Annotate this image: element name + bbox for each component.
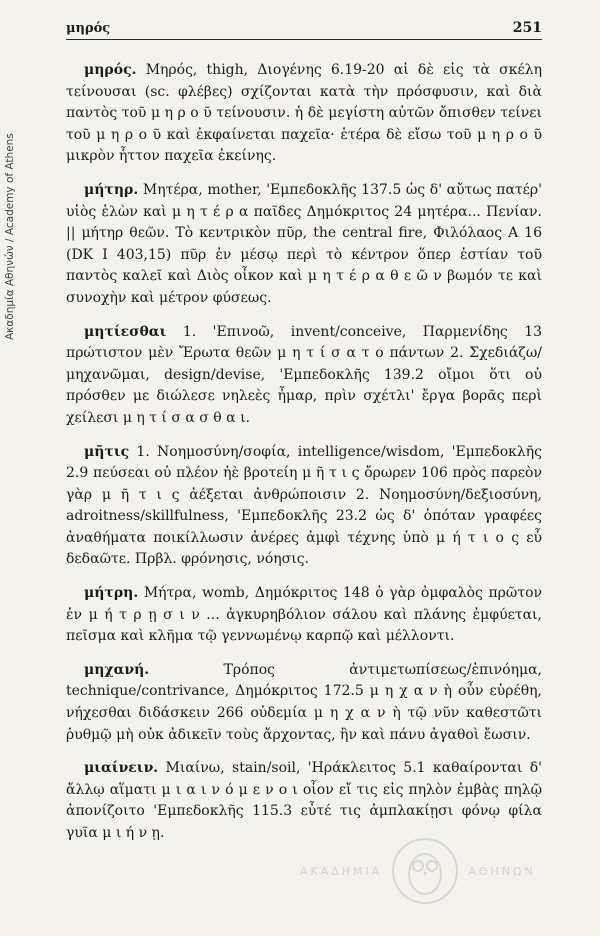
entry	[66, 180, 542, 310]
entry-headword: μῆτις	[84, 443, 130, 460]
entry-body: Μιαίνω, stain/soil, 'Ηράκλειτος 5.1 καθαίρονται δ' ἄλλῳ αἵματι μ ι α ι ν ό μ ε ν ο ι οἷον εἴ τις εἰς πηλὸν ἐμβὰς πηλῷ ἀπονίζοιτο 'Εμπεδοκλῆς 115.3 εὖτέ τις ἀμπλακίῃσι φόνῳ φίλα γυῖα μ ι ή ν ῃ.	[66, 760, 542, 841]
archive-side-label	[4, 40, 20, 340]
entry	[66, 758, 542, 844]
entry	[66, 583, 542, 648]
entry-headword: μιαίνειν.	[84, 760, 159, 777]
entry-headword: μητίεσθαι	[84, 323, 167, 340]
entry-body: Μητέρα, mother, 'Εμπεδοκλῆς 137.5 ὡς δ' αὔτως πατέρ' υἱὸς ἑλὼν καὶ μ η τ έ ρ α παῖδες Δημόκριτος 24 μητέρα... Πενίαν. || μήτηρ θεῶν. Τὸ κεντρικὸν πῦρ, the central fire, Φιλόλαος Α 16 (DK I 403,15) πῦρ ἐν μέσῳ περὶ τὸ κέντρον ὅπερ ἑστίαν τοῦ παντὸς καλεῖ καὶ Διὸς οἶκον καὶ μ η τ έ ρ α θ ε ῶ ν βωμόν τε καὶ συνοχὴν καὶ μέτρον φύσεως.	[66, 181, 543, 306]
entry-body: Μηρός, thigh, Διογένης 6.19-20 αἱ δὲ εἰς τὰ σκέλη τείνουσαι (sc. φλέβες) σχίζονται κατὰ τὴν πρόσφυσιν, καὶ διὰ παντὸς τοῦ μ η ρ ο ῦ τείνουσιν. ἡ δὲ μεγίστη αὐτῶν ὄπισθεν τείνει τοῦ μ η ρ ο ῦ καὶ ἐκφαίνεται παχεῖα· ἑτέρα δὲ εἴσω τοῦ μ η ρ ο ῦ μικρὸν ἧττον παχεῖα ἐκείνης.	[66, 62, 543, 165]
page-header	[66, 16, 542, 40]
owl-emblem-icon	[390, 836, 460, 906]
running-head: μηρός	[66, 21, 111, 36]
entry	[66, 660, 542, 746]
entry	[66, 60, 542, 168]
dictionary-entries	[66, 60, 542, 857]
entry-body: 1. 'Επινοῶ, invent/conceive, Παρμενίδης 13 πρώτιστον μὲν Ἔρωτα θεῶν μ η τ ί σ α τ ο πάντων 2. Σχεδιάζω/μηχανῶμαι, design/devise, 'Εμπεδοκλῆς 139.2 οἴμοι ὅτι οὐ πρόσθεν με διώλεσε νηλεὲς ἦμαρ, πρὶν σχέτλι' ἔργα βορᾶς περὶ χείλεσι μ η τ ί σ α σ θ α ι.	[66, 323, 543, 426]
entry-body: 1. Νοημοσύνη/σοφία, intelligence/wisdom, 'Εμπεδοκλῆς 2.9 πεύσεαι οὐ πλέον ἠὲ βροτείη μ ῆ τ ι ς ὄρωρεν 106 πρὸς παρεὸν γὰρ μ ῆ τ ι ς ἀέξεται ἀνθρώποισιν 2. Νοημοσύνη/δεξιοσύνη, adroitness/skillfulness, 'Εμπεδοκλῆς 23.2 ὡς δ' ὁπόταν γραφέες ἀναθήματα ποικίλλωσιν ἀνέρες ἀμφὶ τέχνης ὑπὸ μ ή τ ι ο ς εὖ δεδαῶτε. Πρβλ. φρόνησις, νόησις.	[66, 443, 542, 568]
watermark-right-text: ΑΘΗΝΩΝ	[468, 864, 536, 878]
academy-watermark	[300, 836, 536, 906]
entry-body: Τρόπος ἀντιμετωπίσεως/ἐπινόημα, technique/contrivance, Δημόκριτος 172.5 μ η χ α ν ὴ οὖν εὑρέθη, νήχεσθαι διδάσκειν 266 οὐδεμία μ η χ α ν ὴ τῷ νῦν καθεστῶτι ῥυθμῷ μὴ οὐκ ἀδικεῖν τοὺς ἄρχοντας, ἢν καὶ πάνυ ἀγαθοὶ ἔωσιν.	[66, 661, 542, 743]
side-label-text: Ακαδημία Αθηνών / Academy of Athens	[4, 133, 16, 340]
entry	[66, 322, 542, 430]
entry-headword: μηχανή.	[84, 661, 150, 678]
entry-headword: μηρός.	[84, 62, 137, 78]
entry	[66, 442, 542, 572]
entry-body: Μήτρα, womb, Δημόκριτος 148 ὁ γὰρ ὀμφαλὸς πρῶτον ἐν μ ή τ ρ ῃ σ ι ν ... ἀγκυρηβόλιον σάλου καὶ πλάνης ἐμφύεται, πεῖσμα καὶ κλῆμα τῷ γεννωμένῳ καρπῷ καὶ μέλλοντι.	[66, 585, 543, 645]
entry-headword: μήτρη.	[84, 585, 139, 602]
watermark-left-text: ΑΚΑΔΗΜΙΑ	[300, 864, 383, 878]
entry-headword: μήτηρ.	[84, 181, 139, 198]
page-number: 251	[512, 20, 542, 36]
